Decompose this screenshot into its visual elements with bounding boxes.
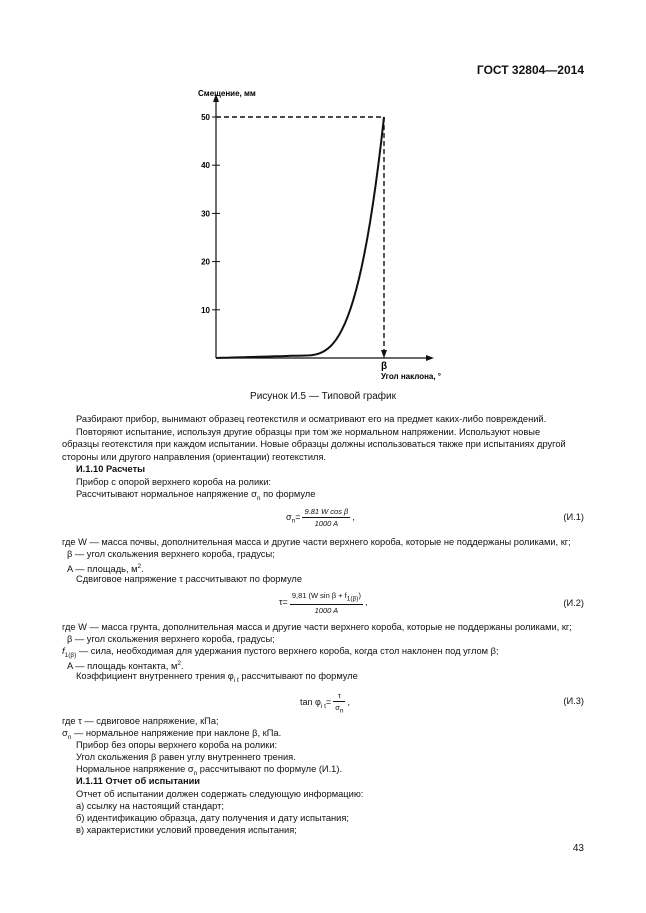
paragraph-6: Коэффициент внутреннего трения $\varphi_{i t}$ рассчитывают по формуле [76, 671, 358, 684]
x-axis-label: Угол наклона, ° [380, 372, 441, 381]
paragraph-2b: образцы геотекстиля при каждом испытании. Новые образцы должны использоваться также при испытаниях другой [62, 439, 566, 449]
formula-3-number: (И.3) [563, 696, 584, 706]
page-number: 43 [572, 843, 584, 854]
paragraph-2c: стороны или другого направления (ориентации) геотекстиля. [62, 452, 327, 462]
list-item-b: б) идентификацию образца, дату получения и дату испытания; [76, 813, 349, 823]
where-beta-2: β — угол скольжения верхнего короба, градусы; [67, 634, 275, 644]
y-tick-label: 20 [201, 257, 210, 267]
x-axis-arrow [426, 355, 434, 361]
where-area-2: A — площадь контакта, $м^2$. [67, 660, 184, 672]
formula-2: τ= $\frac{9,81 (W \sin \beta + f_{1(\beta)})}{1000 A}$ , [279, 591, 368, 615]
figure-caption: Рисунок И.5 — Типовой график [250, 391, 396, 402]
paragraph-8: Угол скольжения β равен углу внутреннего трения. [76, 752, 296, 762]
paragraph-4: Рассчитывают нормальное напряжение $\sigma_n$ по формуле [76, 489, 316, 502]
formula-1: $\sigma_n=$ $\frac{\text{9.81 W cos β}}{1000 A}$ , [286, 507, 355, 528]
where-tau: где τ — сдвиговое напряжение, кПа; [62, 716, 219, 726]
list-item-c: в) характеристики условий проведения испытания; [76, 825, 297, 835]
beta-label: β [380, 361, 388, 372]
y-tick-label: 40 [201, 161, 210, 171]
where-w-1: где W — масса почвы, дополнительная масса и другие части верхнего короба, которые не поддержаны роликами, кг; [62, 537, 571, 547]
paragraph-9: Нормальное напряжение $\sigma_n$ рассчитывают по формуле (И.1). [76, 764, 343, 777]
displacement-curve [216, 117, 384, 358]
displacement-chart [196, 86, 446, 386]
paragraph-5: Сдвиговое напряжение τ рассчитывают по формуле [76, 574, 302, 584]
list-item-a: а) ссылку на настоящий стандарт; [76, 801, 224, 811]
paragraph-2a: Повторяют испытание, используя другие образцы при том же нормальном напряжении. Используют новые [76, 427, 541, 437]
y-tick-label: 10 [201, 305, 210, 315]
document-code: ГОСТ 32804—2014 [476, 63, 584, 77]
formula-2-number: (И.2) [563, 598, 584, 608]
beta-arrow [381, 350, 387, 358]
formula-1-number: (И.1) [563, 512, 584, 522]
section-heading-report: И.1.11 Отчет об испытании [76, 776, 201, 786]
y-tick-label: 30 [201, 209, 210, 219]
paragraph-3: Прибор с опорой верхнего короба на ролики: [76, 477, 272, 487]
y-axis-label: Смещение, мм [198, 89, 256, 98]
formula-3: $\tan \varphi_{i t}=$ $\frac{\tau}{\sigma_n}$ , [300, 691, 350, 715]
paragraph-1: Разбирают прибор, вынимают образец геотекстиля и осматривают его на предмет каких-либо повреждений. [76, 414, 547, 424]
paragraph-10: Отчет об испытании должен содержать следующую информацию: [76, 789, 364, 799]
section-heading-calculations: И.1.10 Расчеты [76, 464, 146, 474]
where-sigma: $\sigma_n$ — нормальное напряжение при наклоне β, кПа. [62, 728, 282, 741]
where-area-1: A — площадь, $м^2$. [67, 563, 144, 575]
where-w-2: где W — масса грунта, дополнительная масса и другие части верхнего короба, которые не поддержаны роликами, кг; [62, 622, 572, 632]
where-force: $f_{1(\beta)}$ — сила, необходимая для удержания пустого верхнего короба, когда стол наклонен под углом β; [62, 646, 499, 659]
y-tick-label: 50 [201, 113, 210, 122]
paragraph-7: Прибор без опоры верхнего короба на ролики: [76, 740, 278, 750]
where-beta-1: β — угол скольжения верхнего короба, градусы; [67, 549, 275, 559]
